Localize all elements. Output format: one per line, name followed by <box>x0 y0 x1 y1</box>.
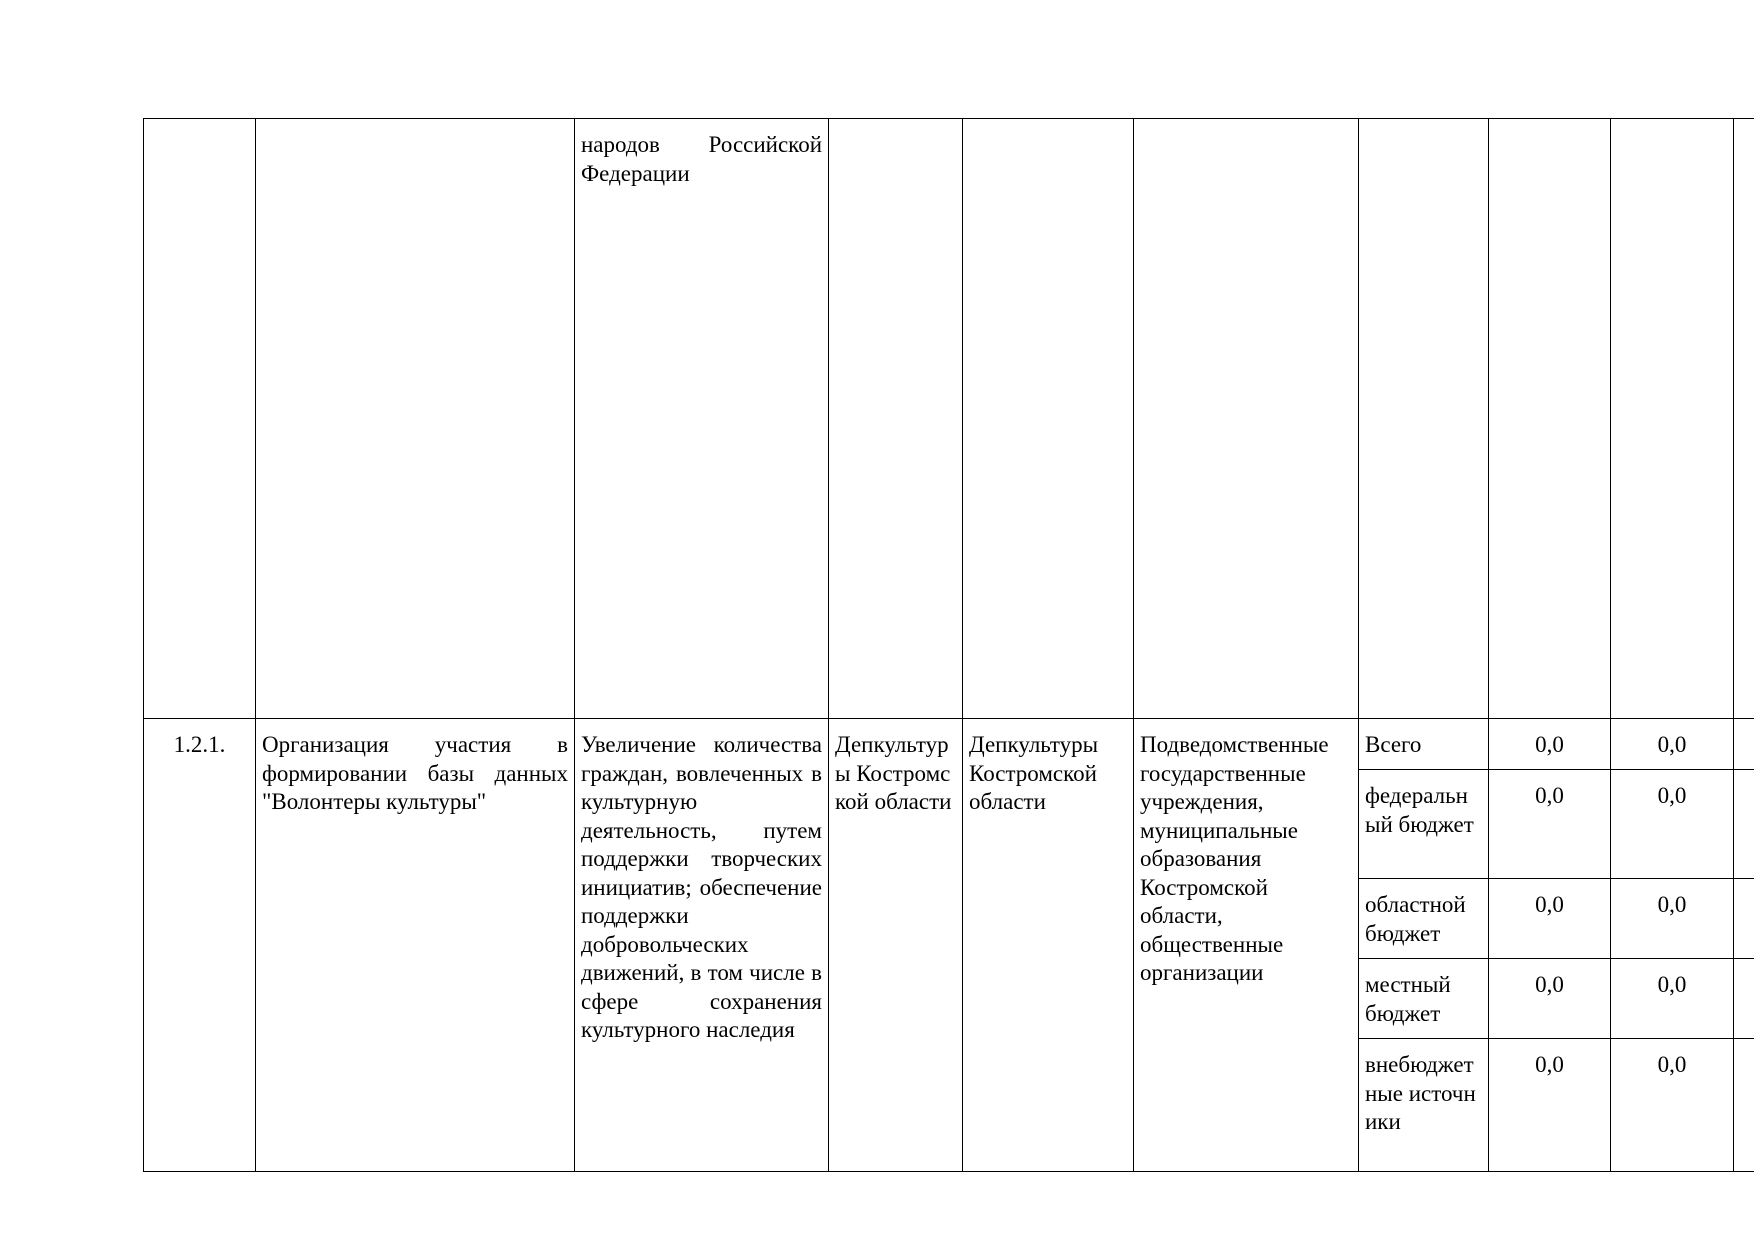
funding-source: внебюджетные источники <box>1359 1039 1489 1172</box>
cell-value-1 <box>1489 119 1611 719</box>
funding-value: 0,0 <box>1489 719 1611 770</box>
funding-value-cut <box>1734 1039 1754 1172</box>
funding-value-cut <box>1734 879 1754 959</box>
expected-result: Увеличение количества граждан, вовлеченных в культурную деятельность, путем поддержки творческих инициатив; обеспечение поддержки добровольческих движений, в том числе в сфере сохранения культурного наследия <box>575 719 829 1172</box>
table-row <box>144 719 1754 770</box>
funding-source: Всего <box>1359 719 1489 770</box>
funding-source: федеральный бюджет <box>1359 770 1489 879</box>
cell-number <box>144 119 256 719</box>
state-customer: Депкультуры Костромской области <box>963 719 1134 1172</box>
cell-customer <box>963 119 1134 719</box>
participants: Подведомственные государственные учреждения, муниципальные образования Костромской области, общественные организации <box>1134 719 1359 1172</box>
responsible-executor: Депкультуры Костромской области <box>829 719 963 1172</box>
funding-value: 0,0 <box>1489 1039 1611 1172</box>
funding-value-cut <box>1734 719 1754 770</box>
cell-event <box>256 119 575 719</box>
funding-value: 0,0 <box>1611 770 1734 879</box>
cell-funding-source <box>1359 119 1489 719</box>
funding-value: 0,0 <box>1611 959 1734 1039</box>
funding-value: 0,0 <box>1611 719 1734 770</box>
funding-value: 0,0 <box>1489 879 1611 959</box>
cell-responsible <box>829 119 963 719</box>
funding-source: местный бюджет <box>1359 959 1489 1039</box>
cell-value-2 <box>1611 119 1734 719</box>
funding-value-cut <box>1734 770 1754 879</box>
event-name: Организация участия в формировании базы данных "Волонтеры культуры" <box>256 719 575 1172</box>
cell-result <box>575 119 829 719</box>
cell-participants <box>1134 119 1359 719</box>
row-number: 1.2.1. <box>144 719 256 1172</box>
funding-value: 0,0 <box>1611 1039 1734 1172</box>
result-text: народов Российской Федерации <box>581 132 822 186</box>
funding-source: областной бюджет <box>1359 879 1489 959</box>
funding-value: 0,0 <box>1489 959 1611 1039</box>
funding-value-cut <box>1734 959 1754 1039</box>
funding-value: 0,0 <box>1489 770 1611 879</box>
cell-value-3 <box>1734 119 1754 719</box>
table-row <box>144 119 1754 719</box>
funding-value: 0,0 <box>1611 879 1734 959</box>
program-table <box>143 118 1754 1172</box>
